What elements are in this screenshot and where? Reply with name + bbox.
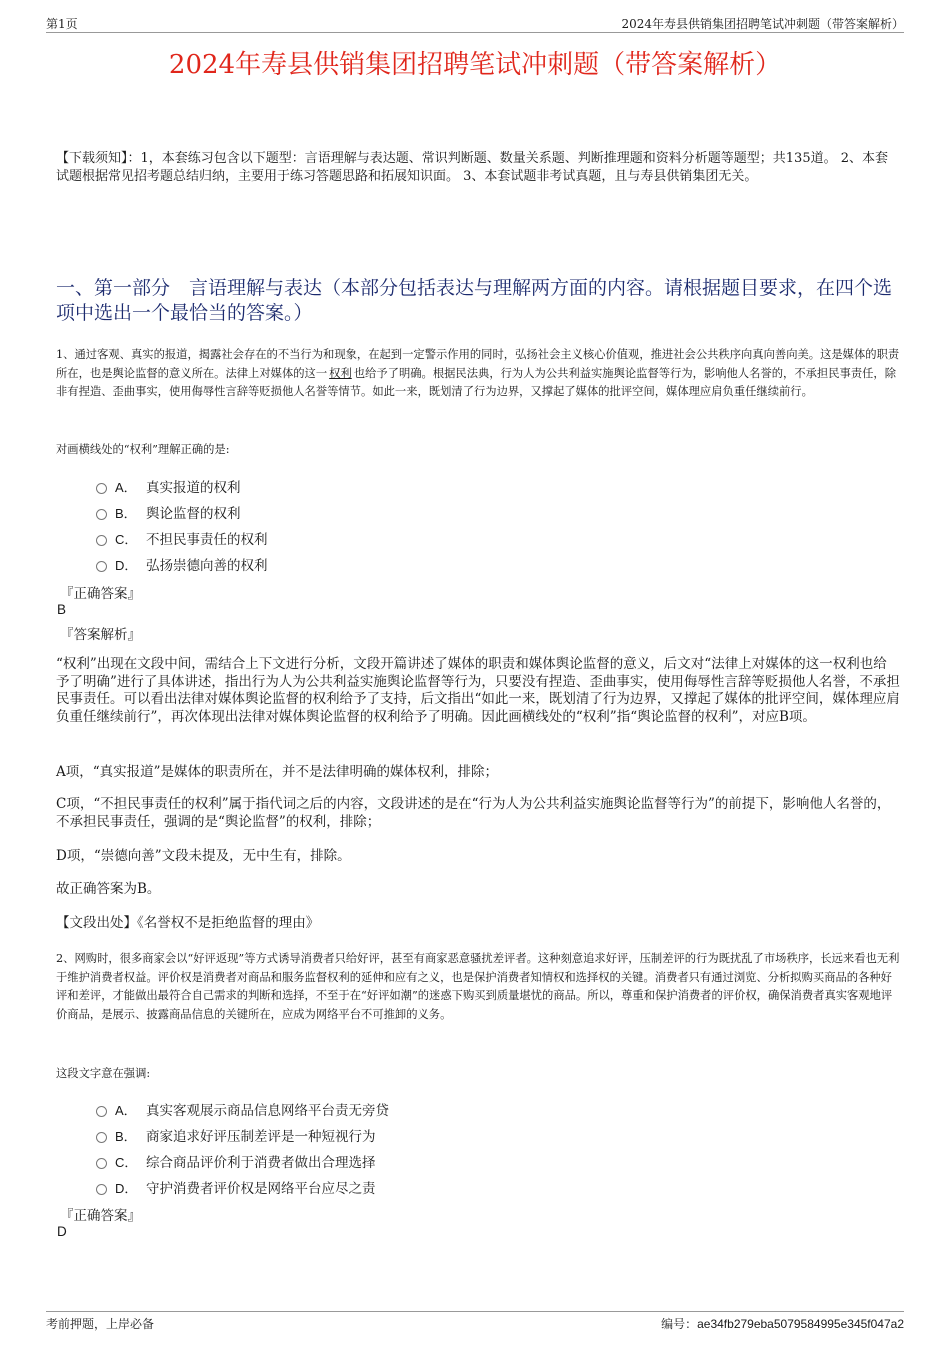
source-citation: 【文段出处】《名誉权不是拒绝监督的理由》	[56, 915, 320, 931]
radio-icon[interactable]	[96, 483, 107, 494]
document-title: 2024年寿县供销集团招聘笔试冲刺题（带答案解析）	[168, 50, 782, 80]
radio-icon[interactable]	[96, 1132, 107, 1143]
option-c[interactable]: C． 综合商品评价利于消费者做出合理选择	[96, 1148, 496, 1174]
analysis-label: 『答案解析』	[60, 627, 141, 643]
question-2-options	[96, 1096, 496, 1200]
option-b[interactable]: B． 商家追求好评压制差评是一种短视行为	[96, 1122, 496, 1148]
question-1-text	[56, 346, 900, 402]
question-2-text: 2、网购时，很多商家会以“好评返现”等方式诱导消费者只给好评，甚至有商家恶意骚扰差评者。这种刻意追求好评，压制差评的行为既扰乱了市场秩序，长远来看也无利于维护消费者权益。评价权是消费者对商品和服务监督权利的延伸和应有之义，也是保护消费者知情权和选择权的关键。消费者只有通过浏览、分析拟购买商品的各种好评和差评，才能做出最符合自己需求的判断和选择，不至于在“好评如潮”的迷惑下购买到质量堪忧的商品。所以，尊重和保护消费者的评价权，确保消费者真实客观地评价商品，是展示、披露商品信息的关键所在，应成为网络平台不可推卸的义务。	[56, 952, 900, 1021]
option-a[interactable]: A． 真实客观展示商品信息网络平台责无旁贷	[96, 1096, 496, 1122]
radio-icon[interactable]	[96, 1158, 107, 1169]
radio-icon[interactable]	[96, 561, 107, 572]
analysis-paragraph: A项，“真实报道”是媒体的职责所在，并不是法律明确的媒体权利，排除；	[56, 764, 499, 780]
analysis-paragraph: 故正确答案为B。	[56, 881, 161, 897]
question-1-text-before: 1、通过客观、真实的报道，揭露社会存在的不当行为和现象，在起到一定警示作用的同时，弘扬社会主义核心价值观，推进社会公共秩序向真向善向美。这是媒体的职责所在，也是舆论监督的意义所在。法律上对媒体的这一	[56, 348, 900, 380]
answer-value: D	[57, 1224, 67, 1239]
download-notice: 【下载须知】：1，本套练习包含以下题型：言语理解与表达题、常识判断题、数量关系题、判断推理题和资料分析题等题型；共135道。 2、本套试题根据常见招考题总结归纳，主要用于练习答题思路和拓展知识面。 3、本套试题非考试真题，且与寿县供销集团无关。	[56, 151, 888, 184]
radio-icon[interactable]	[96, 535, 107, 546]
underlined-term: 权利	[329, 366, 352, 380]
answer-label: 『正确答案』	[60, 1208, 141, 1224]
radio-icon[interactable]	[96, 1184, 107, 1195]
radio-icon[interactable]	[96, 509, 107, 520]
analysis-paragraph: D项，“崇德向善”文段未提及，无中生有，排除。	[56, 848, 351, 864]
header-title: 2024年寿县供销集团招聘笔试冲刺题（带答案解析）	[621, 16, 904, 31]
question-2-prompt: 这段文字意在强调:	[56, 1067, 151, 1080]
analysis-paragraph: C项，“不担民事责任的权利”属于指代词之后的内容，文段讲述的是在“行为人为公共利益实施舆论监督等行为”的前提下，影响他人名誉的，不承担民事责任，强调的是“舆论监督”的权利，排除；	[56, 796, 891, 830]
option-b[interactable]: B． 舆论监督的权利	[96, 499, 496, 525]
question-1-prompt: 对画横线处的“权利”理解正确的是:	[56, 443, 230, 456]
option-a[interactable]: A． 真实报道的权利	[96, 473, 496, 499]
question-1-options	[96, 473, 496, 577]
answer-value: B	[57, 602, 67, 617]
page-number: 第1页	[46, 16, 78, 31]
option-c[interactable]: C． 不担民事责任的权利	[96, 525, 496, 551]
question-1-text-after: 也给予了明确。根据民法典，行为人为公共利益实施舆论监督等行为，影响他人名誉的，不承担民事责任，除非有捏造、歪曲事实，使用侮辱性言辞等贬损他人名誉等情节。如此一来，既划清了行为边界，又撑起了媒体的批评空间，媒体理应肩负重任继续前行。	[56, 366, 897, 398]
footer-slogan: 考前押题，上岸必备	[46, 1317, 155, 1331]
radio-icon[interactable]	[96, 1106, 107, 1117]
answer-label: 『正确答案』	[60, 586, 141, 602]
page-header	[46, 14, 904, 33]
option-d[interactable]: D． 弘扬崇德向善的权利	[96, 551, 496, 577]
document-code: 编号：ae34fb279eba5079584995e345f047a2	[661, 1317, 904, 1331]
page-footer	[46, 1311, 904, 1332]
analysis-paragraph: “权利”出现在文段中间，需结合上下文进行分析，文段开篇讲述了媒体的职责和媒体舆论监督的意义，后文对“法律上对媒体的这一权利也给予了明确”进行了具体讲述，指出行为人为公共利益实施舆论监督等行为，只要没有捏造、歪曲事实，使用侮辱性言辞等贬损他人名誉，不承担民事责任。可以看出法律对媒体舆论监督的权利给予了支持，后文指出“如此一来，既划清了行为边界，又撑起了媒体的批评空间，媒体理应肩负重任继续前行”，再次体现出法律对媒体舆论监督的权利给予了明确。因此画横线处的“权利”指“舆论监督的权利”，对应B项。	[56, 656, 900, 725]
section-heading: 一、第一部分 言语理解与表达（本部分包括表达与理解两方面的内容。请根据题目要求，在四个选项中选出一个最恰当的答案。）	[56, 277, 893, 324]
option-d[interactable]: D． 守护消费者评价权是网络平台应尽之责	[96, 1174, 496, 1200]
